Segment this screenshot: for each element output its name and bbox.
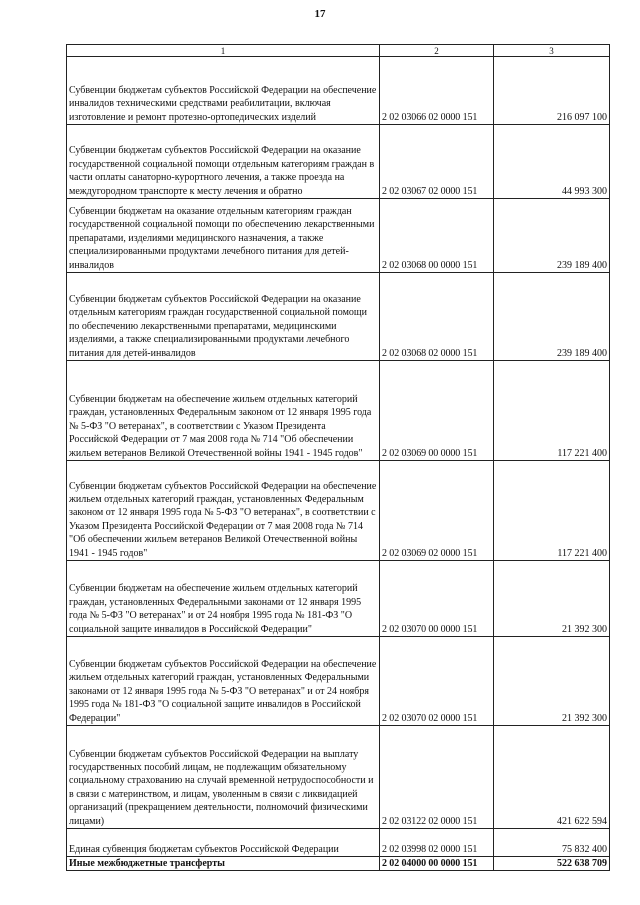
table-row — [67, 561, 610, 637]
row-amount: 239 189 400 — [494, 273, 610, 361]
page-number: 17 — [314, 8, 326, 20]
budget-table — [66, 44, 610, 871]
table-row — [67, 273, 610, 361]
row-code: 2 02 03070 00 0000 151 — [380, 561, 494, 637]
row-code: 2 02 03066 02 0000 151 — [380, 57, 494, 125]
column-header-1: 1 — [67, 45, 380, 57]
table-row — [67, 361, 610, 461]
row-code: 2 02 03998 02 0000 151 — [380, 829, 494, 857]
table-header-row — [67, 45, 610, 57]
row-amount: 216 097 100 — [494, 57, 610, 125]
row-code: 2 02 03122 02 0000 151 — [380, 726, 494, 829]
table-row — [67, 199, 610, 273]
row-description: Субвенции бюджетам субъектов Российской Федерации на обеспечение инвалидов техническими средствами реабилитации, включая изготовление и ремонт протезно-ортопедических изделий — [67, 57, 380, 125]
table-row — [67, 726, 610, 829]
row-description: Субвенции бюджетам субъектов Российской Федерации на обеспечение жильем отдельных категорий граждан, установленных Федеральными законами от 12 января 1995 года № 5-ФЗ "О ветеранах" и от 24 ноября 1995 года № 181-ФЗ "О социальной защите инвалидов в Российской Федерации" — [67, 637, 380, 726]
row-code: 2 02 03068 00 0000 151 — [380, 199, 494, 273]
row-description: Субвенции бюджетам субъектов Российской Федерации на оказание государственной социальной помощи отдельным категориям граждан в части оплаты санаторно-курортного лечения, а также проезда на междугородном транспорте к месту лечения и обратно — [67, 125, 380, 199]
row-amount: 75 832 400 — [494, 829, 610, 857]
row-description: Единая субвенция бюджетам субъектов Российской Федерации — [67, 829, 380, 857]
column-header-2: 2 — [380, 45, 494, 57]
table-row-total — [67, 857, 610, 871]
row-code: 2 02 03070 02 0000 151 — [380, 637, 494, 726]
row-code: 2 02 03069 00 0000 151 — [380, 361, 494, 461]
row-code: 2 02 04000 00 0000 151 — [380, 857, 494, 871]
table-row — [67, 125, 610, 199]
row-amount: 239 189 400 — [494, 199, 610, 273]
row-description: Субвенции бюджетам субъектов Российской Федерации на оказание отдельным категориям граждан государственной социальной помощи по обеспечению лекарственными препаратами, медицинскими изделиями, а также специализированными продуктами лечебного питания для детей-инвалидов — [67, 273, 380, 361]
row-amount: 117 221 400 — [494, 361, 610, 461]
table-row — [67, 57, 610, 125]
row-description: Иные межбюджетные трансферты — [67, 857, 380, 871]
row-description: Субвенции бюджетам на обеспечение жильем отдельных категорий граждан, установленных Федеральными законами от 12 января 1995 года № 5-ФЗ "О ветеранах" и от 24 ноября 1995 года № 181-ФЗ "О социальной защите инвалидов в Российской Федерации" — [67, 561, 380, 637]
row-amount: 21 392 300 — [494, 561, 610, 637]
row-description: Субвенции бюджетам субъектов Российской Федерации на обеспечение жильем отдельных категорий граждан, установленных Федеральным законом от 12 января 1995 года № 5-ФЗ "О ветеранах", в соответствии с Указом Президента Российской Федерации от 7 мая 2008 года № 714 "Об обеспечении жильем ветеранов Великой Отечественной войны 1941 - 1945 годов" — [67, 461, 380, 561]
row-code: 2 02 03067 02 0000 151 — [380, 125, 494, 199]
row-amount: 117 221 400 — [494, 461, 610, 561]
row-description: Субвенции бюджетам на обеспечение жильем отдельных категорий граждан, установленных Федеральным законом от 12 января 1995 года № 5-ФЗ "О ветеранах", в соответствии с Указом Президента Российской Федерации от 7 мая 2008 года № 714 "Об обеспечении жильем ветеранов Великой Отечественной войны 1941 - 1945 годов" — [67, 361, 380, 461]
table-row — [67, 637, 610, 726]
table-row — [67, 829, 610, 857]
row-amount: 44 993 300 — [494, 125, 610, 199]
row-code: 2 02 03068 02 0000 151 — [380, 273, 494, 361]
row-code: 2 02 03069 02 0000 151 — [380, 461, 494, 561]
row-amount: 21 392 300 — [494, 637, 610, 726]
table-row — [67, 461, 610, 561]
row-amount: 421 622 594 — [494, 726, 610, 829]
row-description: Субвенции бюджетам на оказание отдельным категориям граждан государственной социальной помощи по обеспечению лекарственными препаратами, изделиями медицинского назначения, а также специализированными продуктами лечебного питания для детей-инвалидов — [67, 199, 380, 273]
row-amount: 522 638 709 — [494, 857, 610, 871]
column-header-3: 3 — [494, 45, 610, 57]
row-description: Субвенции бюджетам субъектов Российской Федерации на выплату государственных пособий лицам, не подлежащим обязательному социальному страхованию на случай временной нетрудоспособности и в связи с материнством, и лицам, уволенным в связи с ликвидацией организаций (прекращением деятельности, полномочий физическими лицами) — [67, 726, 380, 829]
